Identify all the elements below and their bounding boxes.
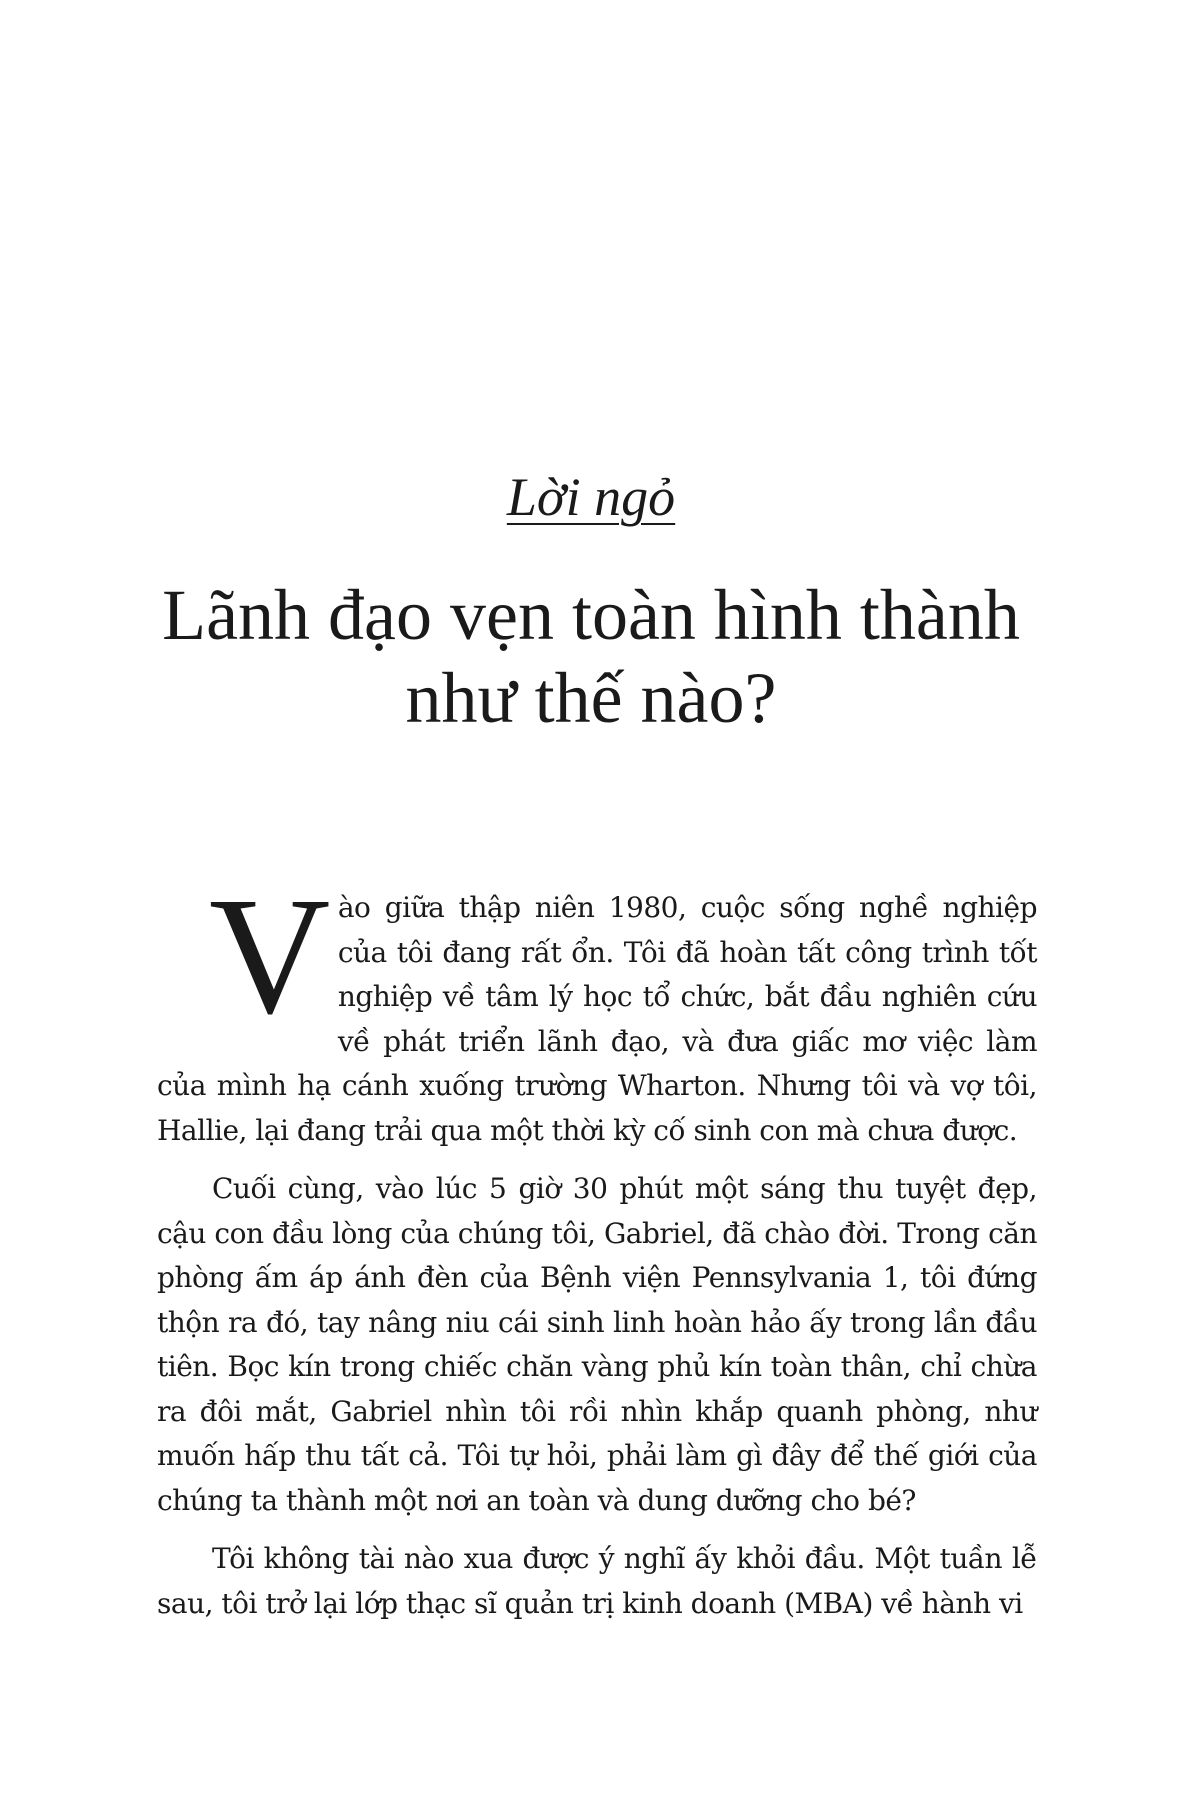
body-text xyxy=(157,863,1037,1640)
drop-cap: V xyxy=(209,863,330,1049)
chapter-title xyxy=(100,574,1082,740)
chapter-kicker: Lời ngỏ xyxy=(506,467,676,527)
chapter-title-line-2: như thế nào? xyxy=(405,658,777,738)
paragraph-1-text: ào giữa thập niên 1980, cuộc sống nghề nghiệp của tôi đang rất ổn. Tôi đã hoàn tất công trình tốt nghiệp về tâm lý học tổ chức, bắt đầu nghiên cứu về phát triển lãnh đạo, và đưa giấc mơ việc làm của mình hạ cánh xuống trường Wharton. Nhưng tôi và vợ tôi, Hallie, lại đang trải qua một thời kỳ cố sinh con mà chưa được. xyxy=(157,891,1037,1147)
paragraph-1 xyxy=(157,863,1037,1153)
paragraph-3: Tôi không tài nào xua được ý nghĩ ấy khỏi đầu. Một tuần lễ sau, tôi trở lại lớp thạc sĩ quản trị kinh doanh (MBA) về hành vi xyxy=(157,1542,1037,1620)
paragraph-2: Cuối cùng, vào lúc 5 giờ 30 phút một sáng thu tuyệt đẹp, cậu con đầu lòng của chúng tôi, Gabriel, đã chào đời. Trong căn phòng ấm áp ánh đèn của Bệnh viện Pennsylvania 1, tôi đứng thộn ra đó, tay nâng niu cái sinh linh hoàn hảo ấy trong lần đầu tiên. Bọc kín trong chiếc chăn vàng phủ kín toàn thân, chỉ chừa ra đôi mắt, Gabriel nhìn tôi rồi nhìn khắp quanh phòng, như muốn hấp thu tất cả. Tôi tự hỏi, phải làm gì đây để thế giới của chúng ta thành một nơi an toàn và dung dưỡng cho bé? xyxy=(157,1172,1037,1517)
chapter-title-line-1: Lãnh đạo vẹn toàn hình thành xyxy=(162,575,1020,655)
